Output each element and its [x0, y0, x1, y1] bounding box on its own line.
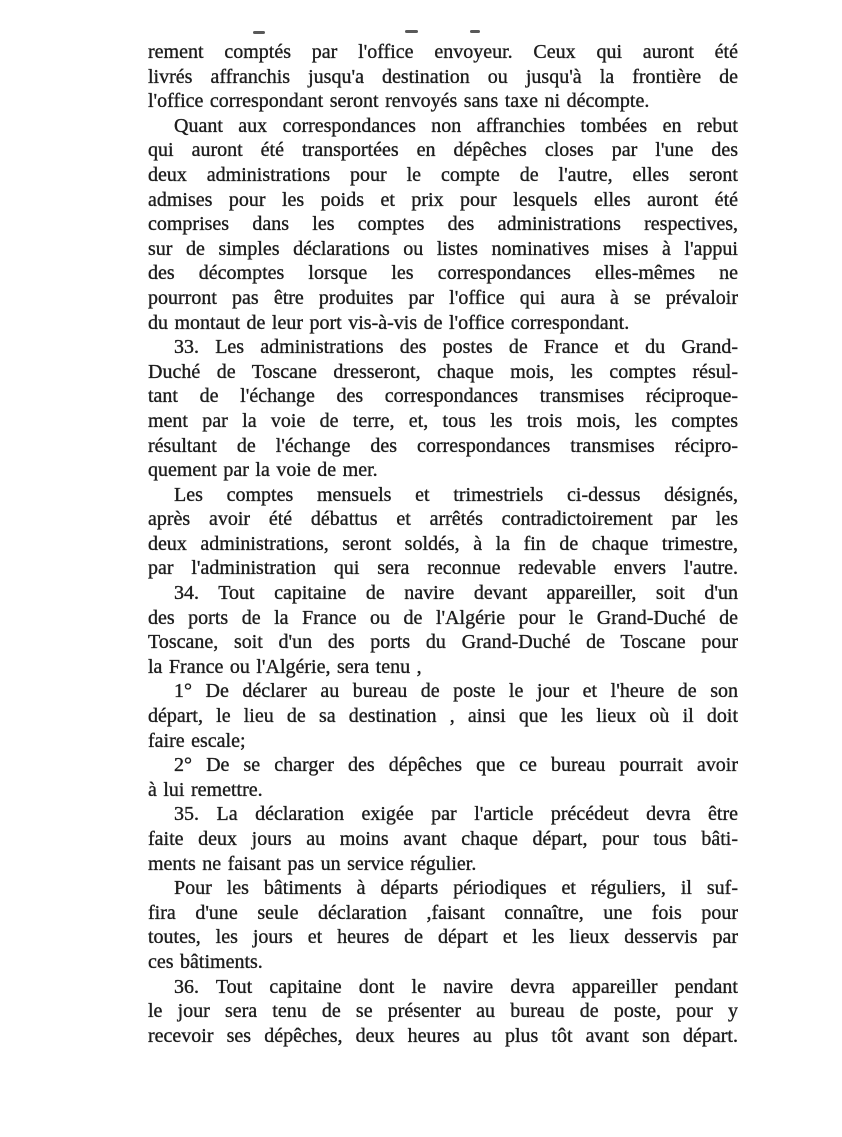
text-line: résultant de l'échange des correspondances transmises récipro- [148, 434, 738, 457]
text-line: la France ou l'Algérie, sera tenu , [148, 655, 422, 678]
text-line: ment par la voie de terre, et, tous les trois mois, les comptes [148, 409, 738, 432]
text-line: Quant aux correspondances non affranchies tombées en rebut [174, 114, 738, 137]
text-line: des décomptes lorsque les correspondances elles-mêmes ne [148, 262, 738, 285]
text-line: le jour sera tenu de se présenter au bureau de poste, pour y [148, 1000, 738, 1023]
text-line: faite deux jours au moins avant chaque départ, pour tous bâti- [148, 828, 738, 850]
text-line: Duché de Toscane dresseront, chaque mois, les comptes résul- [148, 360, 738, 383]
text-line: sur de simples déclarations ou listes nominatives mises à l'appui [148, 237, 738, 260]
text-line: quement par la voie de mer. [148, 459, 378, 482]
text-line: après avoir été débattus et arrêtés contradictoirement par les [148, 508, 738, 531]
text-line-item-2: 2° De se charger des dépêches que ce bureau pourrait avoir [174, 754, 738, 777]
text-line: du montaut de leur port vis-à-vis de l'office correspondant. [148, 311, 630, 334]
text-line: tant de l'échange des correspondances transmises réciproque- [148, 385, 738, 408]
text-line: faire escale; [148, 729, 246, 752]
text-line: deux administrations pour le compte de l'autre, elles seront [148, 163, 738, 186]
text-line-item-1: 1° De déclarer au bureau de poste le jour et l'heure de son [174, 680, 738, 703]
text-line: ments ne faisant pas un service régulier. [148, 852, 477, 875]
scan-artifact-dash [470, 30, 480, 33]
scan-artifact-dash [405, 30, 418, 33]
page-text [148, 40, 738, 1048]
text-line: qui auront été transportées en dépêches closes par l'une des [148, 139, 738, 162]
text-line: toutes, les jours et heures de départ et les lieux desservis par [148, 926, 738, 949]
text-line: fira d'une seule déclaration ,faisant connaître, une fois pour [148, 901, 738, 924]
text-line: recevoir ses dépêches, deux heures au plus tôt avant son départ. [148, 1024, 738, 1047]
scan-artifact-dash [253, 31, 265, 34]
text-line-article-33: 33. Les administrations des postes de France et du Grand- [174, 336, 738, 359]
text-line: des ports de la France ou de l'Algérie pour le Grand-Duché de [148, 606, 738, 629]
text-line: Pour les bâtiments à départs périodiques et réguliers, il suf- [174, 877, 738, 900]
text-line-article-35: 35. La déclaration exigée par l'article précédeut devra être [174, 803, 738, 826]
text-line: admises pour les poids et prix pour lesquels elles auront été [148, 188, 738, 211]
text-line: départ, le lieu de sa destination , ainsi que les lieux où il doit [148, 705, 738, 728]
text-line: à lui remettre. [148, 778, 263, 801]
text-line: Les comptes mensuels et trimestriels ci-dessus désignés, [174, 483, 738, 506]
text-line: ces bâtiments. [148, 950, 263, 973]
text-line: Toscane, soit d'un des ports du Grand-Duché de Toscane pour [148, 631, 738, 654]
text-line-article-34: 34. Tout capitaine de navire devant appareiller, soit d'un [174, 582, 738, 605]
text-line: comprises dans les comptes des administrations respectives, [148, 213, 738, 236]
text-line-article-36: 36. Tout capitaine dont le navire devra appareiller pendant [174, 975, 738, 998]
text-line: l'office correspondant seront renvoyés sans taxe ni décompte. [148, 90, 650, 113]
text-line: pourront pas être produites par l'office qui aura à se prévaloir [148, 286, 738, 309]
text-line: deux administrations, seront soldés, à la fin de chaque trimestre, [148, 532, 738, 555]
text-line: par l'administration qui sera reconnue redevable envers l'autre. [148, 557, 738, 580]
text-line: livrés affranchis jusqu'a destination ou jusqu'à la frontière de [148, 65, 738, 88]
text-line: rement comptés par l'office envoyeur. Ceux qui auront été [148, 41, 738, 63]
